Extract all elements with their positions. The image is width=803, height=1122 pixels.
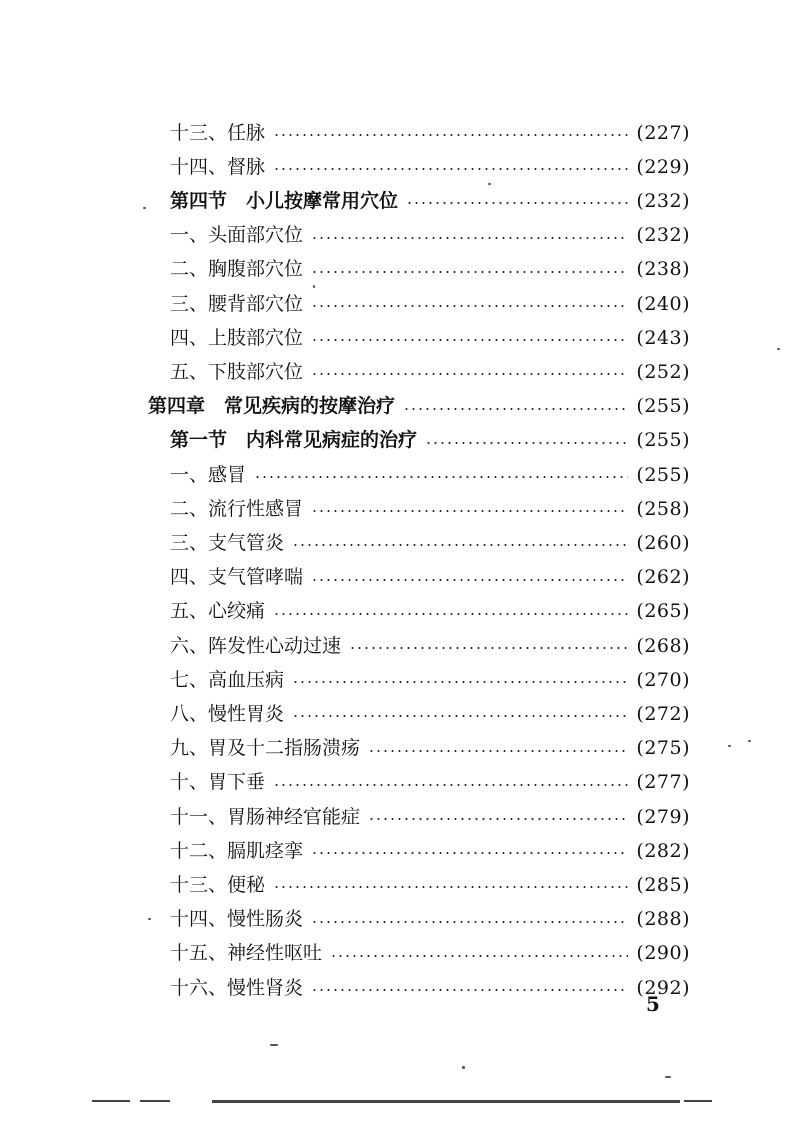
scan-speck [313, 285, 315, 288]
dot-leader [349, 647, 628, 649]
toc-entry [170, 287, 690, 321]
toc-entry [170, 697, 690, 731]
toc-entry [170, 868, 690, 902]
dot-leader [273, 613, 628, 615]
toc-entry-title: 四、上肢部穴位 [170, 326, 304, 349]
toc-entry [170, 595, 690, 629]
toc-entry [170, 766, 690, 800]
dot-leader [311, 921, 628, 923]
dot-leader [330, 955, 628, 957]
toc-entry-page: (240) [636, 292, 690, 315]
toc-entry-title: 六、阵发性心动过速 [170, 634, 342, 657]
toc-entry-title: 二、胸腹部穴位 [170, 258, 304, 281]
dot-leader [311, 271, 628, 273]
dot-leader [292, 544, 628, 546]
dot-leader [406, 202, 628, 204]
toc-entry [170, 903, 690, 937]
toc-entry-page: (277) [636, 771, 690, 794]
scan-speck [748, 740, 751, 742]
toc-entry-page: (252) [636, 360, 690, 383]
toc-entry [170, 492, 690, 526]
toc-entry-page: (227) [636, 121, 690, 144]
toc-entry-page: (268) [636, 634, 690, 657]
toc-entry-page: (265) [636, 600, 690, 623]
dot-leader [311, 510, 628, 512]
dot-leader [273, 168, 628, 170]
dot-leader [403, 408, 628, 410]
dot-leader [311, 989, 628, 991]
toc-entry [170, 937, 690, 971]
toc-entry-title: 四、支气管哮喘 [170, 566, 304, 589]
scan-edge-line [140, 1100, 170, 1102]
dot-leader [311, 852, 628, 854]
toc-entry-page: (243) [636, 326, 690, 349]
toc-entry [170, 116, 690, 150]
toc-entry-title: 十五、神经性呕吐 [170, 942, 323, 965]
toc-entry-title: 五、下肢部穴位 [170, 360, 304, 383]
toc-entry [170, 184, 690, 218]
scan-speck [143, 207, 146, 209]
toc-entry-page: (279) [636, 805, 690, 828]
toc-entry-page: (285) [636, 873, 690, 896]
toc-entry [170, 219, 690, 253]
toc-entry-title: 十三、便秘 [170, 873, 266, 896]
toc-entry-page: (282) [636, 839, 690, 862]
page-number: 5 [646, 992, 660, 1016]
scan-speck [270, 1044, 278, 1046]
toc-entry [170, 355, 690, 389]
toc-entry-title: 第四章 常见疾病的按摩治疗 [148, 395, 396, 418]
toc-entry [148, 390, 690, 424]
toc-entry [170, 424, 690, 458]
toc-entry-page: (232) [636, 224, 690, 247]
dot-leader [311, 305, 628, 307]
toc-entry-title: 十四、慢性肠炎 [170, 908, 304, 931]
dot-leader [311, 579, 628, 581]
toc-entry-title: 十二、膈肌痉挛 [170, 839, 304, 862]
scan-speck [777, 348, 780, 350]
toc-entry-page: (270) [636, 668, 690, 691]
toc-entry-page: (238) [636, 258, 690, 281]
toc-entry-page: (260) [636, 531, 690, 554]
toc-entry-page: (258) [636, 497, 690, 520]
dot-leader [311, 373, 628, 375]
dot-leader [292, 681, 628, 683]
toc-entry-page: (275) [636, 737, 690, 760]
scan-speck [148, 918, 151, 920]
toc-entry [170, 150, 690, 184]
toc-entry [170, 321, 690, 355]
dot-leader [273, 886, 628, 888]
toc-entry [170, 800, 690, 834]
toc-entry-page: (292) [636, 976, 690, 999]
toc-entry-title: 十三、任脉 [170, 121, 266, 144]
toc-entry-title: 十、胃下垂 [170, 771, 266, 794]
toc-entry [170, 663, 690, 697]
dot-leader [368, 818, 628, 820]
toc-entry-page: (255) [636, 395, 690, 418]
toc-entry-page: (232) [636, 189, 690, 212]
dot-leader [425, 442, 628, 444]
dot-leader [273, 784, 628, 786]
toc-entry-page: (272) [636, 702, 690, 725]
toc-entry-title: 第四节 小儿按摩常用穴位 [170, 189, 399, 212]
toc-entry-title: 十四、督脉 [170, 155, 266, 178]
toc-entry [170, 526, 690, 560]
toc-entry [170, 458, 690, 492]
toc-entry [170, 253, 690, 287]
toc-entry-title: 三、支气管炎 [170, 531, 285, 554]
dot-leader [292, 715, 628, 717]
scan-edge-line [92, 1100, 130, 1102]
toc-entry-title: 十一、胃肠神经官能症 [170, 805, 361, 828]
scan-edge-line [684, 1100, 712, 1102]
toc-entry-title: 十六、慢性肾炎 [170, 976, 304, 999]
toc-entry-page: (255) [636, 463, 690, 486]
toc-entry-title: 第一节 内科常见病症的治疗 [170, 429, 418, 452]
toc-entry-page: (229) [636, 155, 690, 178]
scan-speck [728, 745, 731, 747]
scan-edge-line [212, 1100, 680, 1103]
dot-leader [273, 134, 628, 136]
toc-entry-page: (262) [636, 566, 690, 589]
toc-entry [170, 629, 690, 663]
toc-entry-title: 五、心绞痛 [170, 600, 266, 623]
toc-entry-title: 九、胃及十二指肠溃疡 [170, 737, 361, 760]
toc-entry-title: 七、高血压病 [170, 668, 285, 691]
scan-speck [665, 1076, 671, 1078]
dot-leader [311, 237, 628, 239]
toc-entry-title: 一、头面部穴位 [170, 224, 304, 247]
scan-speck [488, 183, 491, 185]
toc-entry-title: 二、流行性感冒 [170, 497, 304, 520]
dot-leader [368, 750, 628, 752]
toc-entry [170, 561, 690, 595]
toc-entry-page: (255) [636, 429, 690, 452]
toc-entry-page: (290) [636, 942, 690, 965]
toc-entry-title: 三、腰背部穴位 [170, 292, 304, 315]
toc-entry [170, 834, 690, 868]
toc-entry [170, 971, 690, 1005]
dot-leader [311, 339, 628, 341]
toc-entry [170, 732, 690, 766]
toc-entry-title: 八、慢性胃炎 [170, 702, 285, 725]
scan-speck [462, 1066, 465, 1069]
toc-entry-page: (288) [636, 908, 690, 931]
toc-entry-title: 一、感冒 [170, 463, 247, 486]
dot-leader [254, 476, 628, 478]
